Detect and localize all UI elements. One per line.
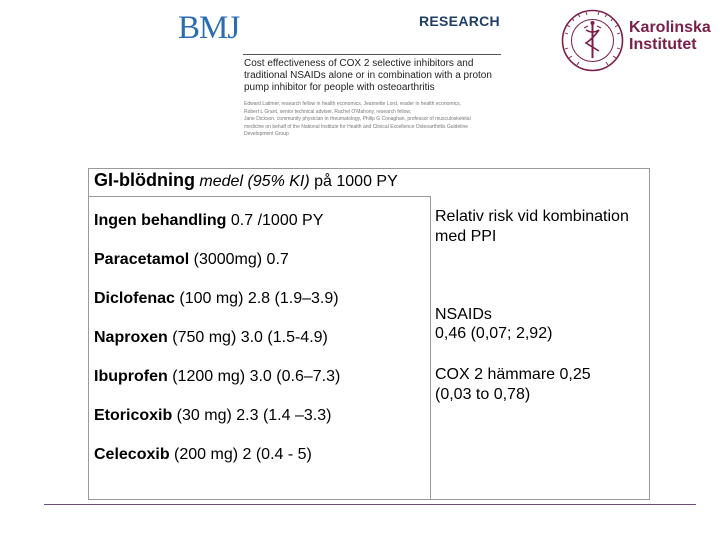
- table-header-divider: [89, 196, 431, 197]
- drug-dose: (750 mg): [167, 329, 237, 346]
- header-divider: [243, 54, 501, 55]
- table-column-divider: [430, 197, 431, 499]
- drug-name: Paracetamol: [94, 251, 190, 268]
- bmj-logo: BMJ: [178, 10, 240, 46]
- drug-value: 0.7 /1000 PY: [226, 212, 324, 229]
- table-heading-bold: GI-blödning: [94, 170, 195, 190]
- table-heading-rest: på 1000 PY: [314, 173, 398, 190]
- karolinska-seal-icon: [560, 8, 625, 73]
- drug-name: Ingen behandling: [94, 212, 227, 229]
- relative-risk-title-line2: med PPI: [435, 228, 497, 245]
- table-row: [94, 250, 289, 270]
- drug-dose: (30 mg): [172, 407, 232, 424]
- drug-dose: (3000mg): [189, 251, 263, 268]
- institute-name-line2: Institutet: [629, 36, 697, 53]
- drug-dose: (200 mg): [169, 446, 239, 463]
- cox2-line1: COX 2 hämmare 0,25: [435, 366, 591, 383]
- institute-name: [629, 19, 711, 53]
- drug-value: 0.7: [262, 251, 289, 268]
- nsaid-label: NSAIDs: [435, 306, 492, 323]
- table-row: [94, 445, 312, 465]
- institute-name-line1: Karolinska: [629, 19, 711, 36]
- drug-name: Diclofenac: [94, 290, 175, 307]
- nsaid-value: 0,46 (0,07; 2,92): [435, 325, 553, 342]
- paper-title: Cost effectiveness of COX 2 selective inhibitors and traditional NSAIDs alone or in combination with a proton pump inhibitor for people with osteoarthritis: [244, 58, 492, 93]
- author-list: Edward Latimer, research fellow in health economics, Jeannette Lord, reader in health economics, Robert L Grant, senior technical adviser, Rachel O'Mahony, research fellow, Jane Dickson, community physician in rheumatology, Philip G Conaghan, professor of musculoskeletal medicine on behalf of the National Institute for Health and Clinical Excellence Osteoarthritis Guideline Development Group: [244, 101, 471, 138]
- table-row: [94, 328, 328, 348]
- table-row: [94, 211, 323, 231]
- bottom-divider: [44, 504, 696, 505]
- drug-value: 2 (0.4 - 5): [238, 446, 312, 463]
- drug-name: Etoricoxib: [94, 407, 173, 424]
- drug-value: 2.8 (1.9–3.9): [243, 290, 339, 307]
- table-heading: [94, 170, 398, 192]
- drug-value: 2.3 (1.4 –3.3): [231, 407, 332, 424]
- drug-dose: (100 mg): [174, 290, 244, 307]
- relative-risk-title-line1: Relativ risk vid kombination: [435, 208, 629, 225]
- table-row: [94, 367, 340, 387]
- drug-name: Ibuprofen: [94, 368, 168, 385]
- drug-dose: (1200 mg): [167, 368, 246, 385]
- cox2-line2: (0,03 to 0,78): [435, 386, 531, 403]
- table-row: [94, 406, 331, 426]
- drug-name: Celecoxib: [94, 446, 170, 463]
- table-row: [94, 289, 339, 309]
- drug-value: 3.0 (1.5-4.9): [236, 329, 328, 346]
- drug-name: Naproxen: [94, 329, 168, 346]
- table-heading-italic: medel (95% KI): [199, 173, 310, 190]
- drug-value: 3.0 (0.6–7.3): [245, 368, 341, 385]
- section-label: RESEARCH: [419, 13, 500, 29]
